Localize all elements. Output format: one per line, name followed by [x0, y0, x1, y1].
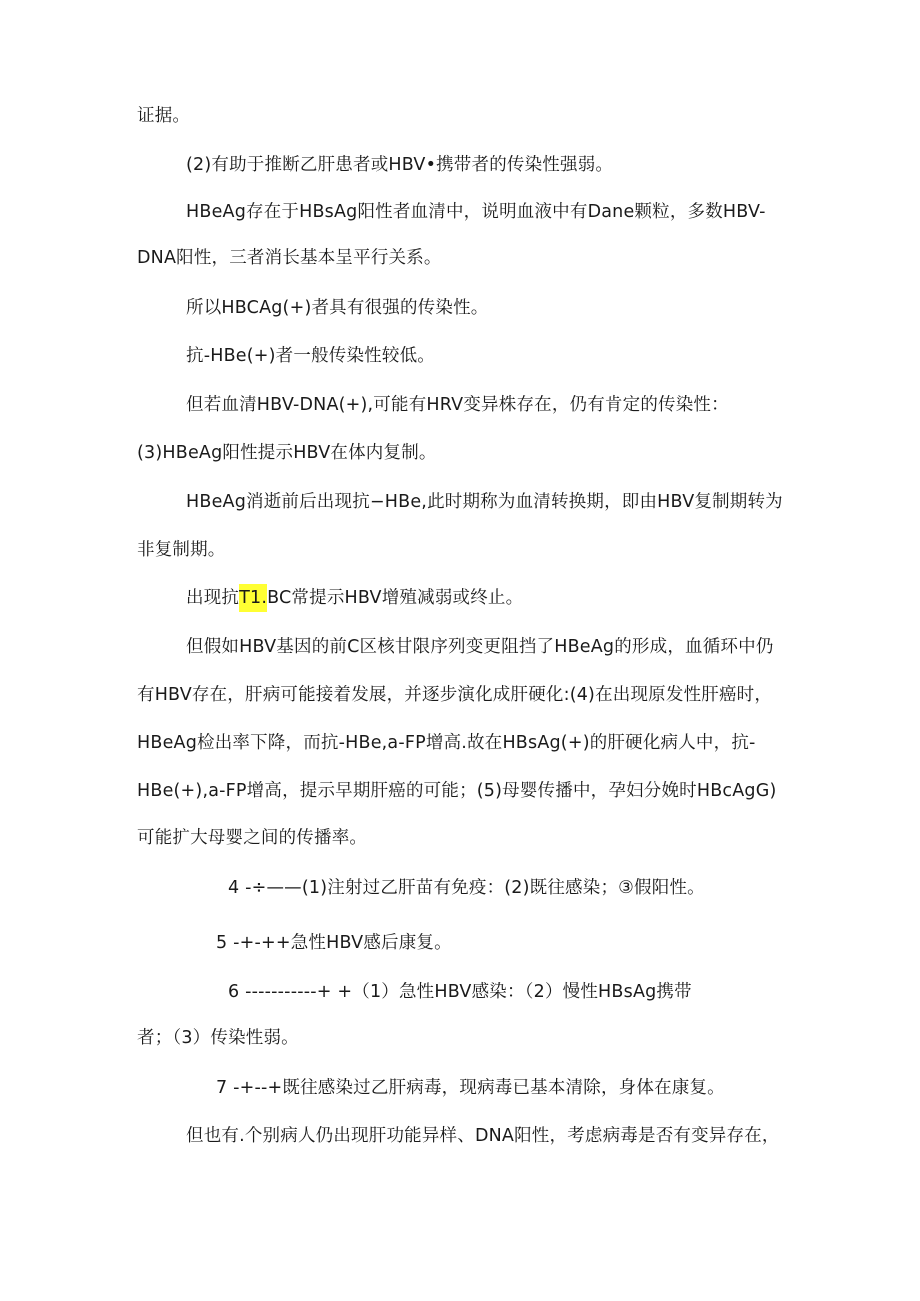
- text-line: 非复制期。: [137, 540, 226, 560]
- highlighted-text: T1.: [239, 584, 267, 612]
- text-line: 所以HBCAg(+)者具有很强的传染性。: [186, 298, 489, 318]
- text-line: 4 -÷——(1)注射过乙肝苗有免疫：(2)既往感染；③假阳性。: [228, 878, 705, 898]
- text-line: HBe(+),a-FP增高，提示早期肝癌的可能；(5)母婴传播中，孕妇分娩时HBcAgG): [137, 781, 777, 801]
- text-line: 抗-HBe(+)者一般传染性较低。: [186, 346, 435, 366]
- text-line: [186, 586, 523, 610]
- text-line: 7 -+--+既往感染过乙肝病毒，现病毒已基本清除，身体在康复。: [216, 1078, 725, 1098]
- text-line: 5 -+-++急性HBV感后康复。: [216, 933, 452, 953]
- text-line: 但也有.个别病人仍出现肝功能异样、DNA阳性，考虑病毒是否有变异存在，: [186, 1126, 780, 1146]
- text-line: HBeAg检出率下降，而抗-HBe,a-FP增高.故在HBsAg(+)的肝硬化病人中，抗-: [137, 733, 756, 753]
- text-fragment: 出现抗: [186, 588, 240, 608]
- text-line: 者；（3）传染性弱。: [137, 1028, 299, 1048]
- text-line: 证据。: [137, 106, 191, 126]
- text-line: (2)有助于推断乙肝患者或HBV•携带者的传染性强弱。: [186, 155, 614, 175]
- text-line: 可能扩大母婴之间的传播率。: [137, 828, 368, 848]
- text-line: DNA阳性，三者消长基本呈平行关系。: [137, 248, 442, 268]
- text-line: HBeAg存在于HBsAg阳性者血清中，说明血液中有Dane颗粒，多数HBV-: [186, 202, 766, 222]
- text-line: 但假如HBV基因的前C区核甘限序列变更阻挡了HBeAg的形成，血循环中仍: [186, 637, 774, 657]
- text-line: HBeAg消逝前后出现抗−HBe,此时期称为血清转换期，即由HBV复制期转为: [186, 492, 783, 512]
- text-line: (3)HBeAg阳性提示HBV在体内复制。: [137, 443, 437, 463]
- text-line: 有HBV存在，肝病可能接着发展，并逐步演化成肝硬化:(4)在出现原发性肝癌时，: [137, 685, 773, 705]
- text-line: 但若血清HBV-DNA(+),可能有HRV变异株存在，仍有肯定的传染性：: [186, 395, 729, 415]
- text-fragment: BC常提示HBV增殖减弱或终止。: [267, 588, 524, 608]
- text-line: 6 -----------+ +（1）急性HBV感染：（2）慢性HBsAg携带: [228, 982, 692, 1002]
